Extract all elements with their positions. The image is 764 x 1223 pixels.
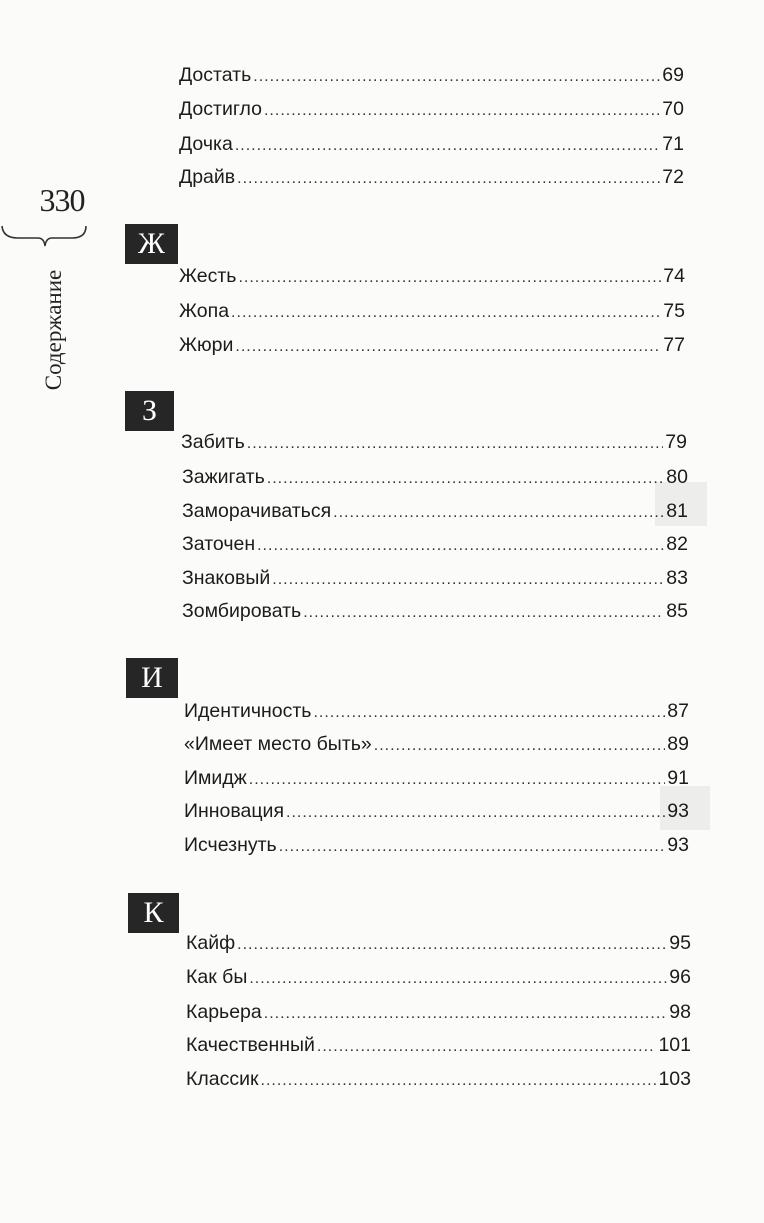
dot-leader: [374, 733, 666, 759]
toc-entry: [186, 999, 691, 1025]
dot-leader: [279, 834, 666, 860]
section-letter-i: И: [126, 658, 178, 698]
toc-entry-term: «Имеет место быть»: [184, 733, 372, 755]
toc-entry-term: Зомбировать: [182, 600, 302, 622]
dot-leader: [235, 334, 661, 360]
toc-entry: [182, 464, 688, 490]
toc-entry: [184, 731, 689, 757]
toc-entry-page: 70: [662, 98, 684, 120]
running-title: Содержание: [41, 269, 66, 391]
toc-entry-term: Исчезнуть: [184, 834, 277, 856]
toc-entry-page: 95: [669, 932, 691, 954]
toc-entry-page: 79: [665, 431, 687, 453]
dot-leader: [249, 767, 666, 793]
dot-leader: [264, 98, 660, 124]
dot-leader: [267, 466, 665, 492]
dot-leader: [235, 133, 660, 159]
toc-entry-term: Драйв: [179, 166, 236, 188]
toc-entry: [182, 598, 688, 624]
dot-leader: [313, 700, 665, 726]
toc-entry: [179, 96, 684, 122]
dot-leader: [257, 533, 664, 559]
toc-entry: [181, 429, 687, 455]
toc-entry-term: Достать: [179, 64, 252, 86]
dot-leader: [237, 166, 660, 192]
dot-leader: [231, 300, 661, 326]
toc-entry-page: 87: [667, 700, 689, 722]
toc-entry-page: 93: [667, 800, 689, 822]
toc-entry-term: Забить: [181, 431, 245, 453]
dot-leader: [303, 600, 664, 626]
toc-entry-page: 81: [666, 500, 688, 522]
dot-leader: [317, 1034, 657, 1060]
toc-entry-page: 80: [666, 466, 688, 488]
toc-entry-term: Имидж: [184, 767, 247, 789]
toc-entry-term: Классик: [186, 1068, 259, 1090]
toc-entry-page: 91: [667, 767, 689, 789]
toc-entry-page: 101: [658, 1034, 691, 1056]
toc-entry-page: 75: [663, 300, 685, 322]
dot-leader: [237, 932, 667, 958]
dot-leader: [333, 500, 664, 526]
toc-entry-page: 98: [669, 1001, 691, 1023]
toc-entry-term: Знаковый: [182, 567, 271, 589]
dot-leader: [253, 64, 660, 90]
toc-entry-page: 69: [662, 64, 684, 86]
toc-entry: [186, 964, 691, 990]
toc-entry: [179, 332, 685, 358]
toc-entry-page: 89: [667, 733, 689, 755]
toc-entry: [184, 832, 689, 858]
toc-entry-term: Достигло: [179, 98, 262, 120]
toc-entry-term: Заточен: [182, 533, 256, 555]
dot-leader: [247, 431, 664, 457]
toc-entry-term: Жесть: [179, 265, 237, 287]
curly-brace-ornament: [0, 222, 90, 248]
toc-entry: [184, 765, 689, 791]
toc-entry-page: 83: [666, 567, 688, 589]
section-letter-ze: З: [125, 391, 174, 431]
toc-entry: [179, 62, 684, 88]
toc-entry-term: Заморачиваться: [182, 500, 332, 522]
toc-entry-page: 77: [663, 334, 685, 356]
toc-entry: [186, 1066, 691, 1092]
toc-entry: [184, 698, 689, 724]
toc-entry: [184, 798, 689, 824]
toc-entry: [179, 164, 684, 190]
toc-entry-page: 93: [667, 834, 689, 856]
toc-entry: [186, 1032, 691, 1058]
dot-leader: [272, 567, 664, 593]
toc-entry: [179, 131, 684, 157]
toc-entry-term: Жопа: [179, 300, 230, 322]
toc-entry-page: 82: [666, 533, 688, 555]
toc-entry-page: 103: [658, 1068, 691, 1090]
dot-leader: [238, 265, 661, 291]
toc-entry: [179, 298, 685, 324]
toc-entry-term: Жюри: [179, 334, 234, 356]
toc-entry-term: Дочка: [179, 133, 233, 155]
toc-entry-term: Инновация: [184, 800, 285, 822]
section-letter-ka: К: [128, 893, 179, 933]
toc-entry: [182, 565, 688, 591]
toc-entry-term: Кайф: [186, 932, 236, 954]
toc-entry-page: 96: [669, 966, 691, 988]
toc-entry: [182, 531, 688, 557]
toc-entry: [179, 263, 685, 289]
dot-leader: [286, 800, 665, 826]
toc-entry-term: Идентичность: [184, 700, 312, 722]
dot-leader: [264, 1001, 668, 1027]
page-number: 330: [39, 182, 85, 218]
toc-entry-page: 74: [663, 265, 685, 287]
toc-entry-term: Качественный: [186, 1034, 315, 1056]
toc-entry-page: 71: [662, 133, 684, 155]
toc-entry: [182, 498, 688, 524]
section-letter-zhe: Ж: [125, 224, 178, 264]
toc-entry: [186, 930, 691, 956]
toc-entry-page: 72: [662, 166, 684, 188]
toc-entry-term: Как бы: [186, 966, 248, 988]
toc-entry-term: Карьера: [186, 1001, 262, 1023]
toc-entry-term: Зажигать: [182, 466, 265, 488]
dot-leader: [249, 966, 667, 992]
toc-entry-page: 85: [666, 600, 688, 622]
dot-leader: [261, 1068, 657, 1094]
